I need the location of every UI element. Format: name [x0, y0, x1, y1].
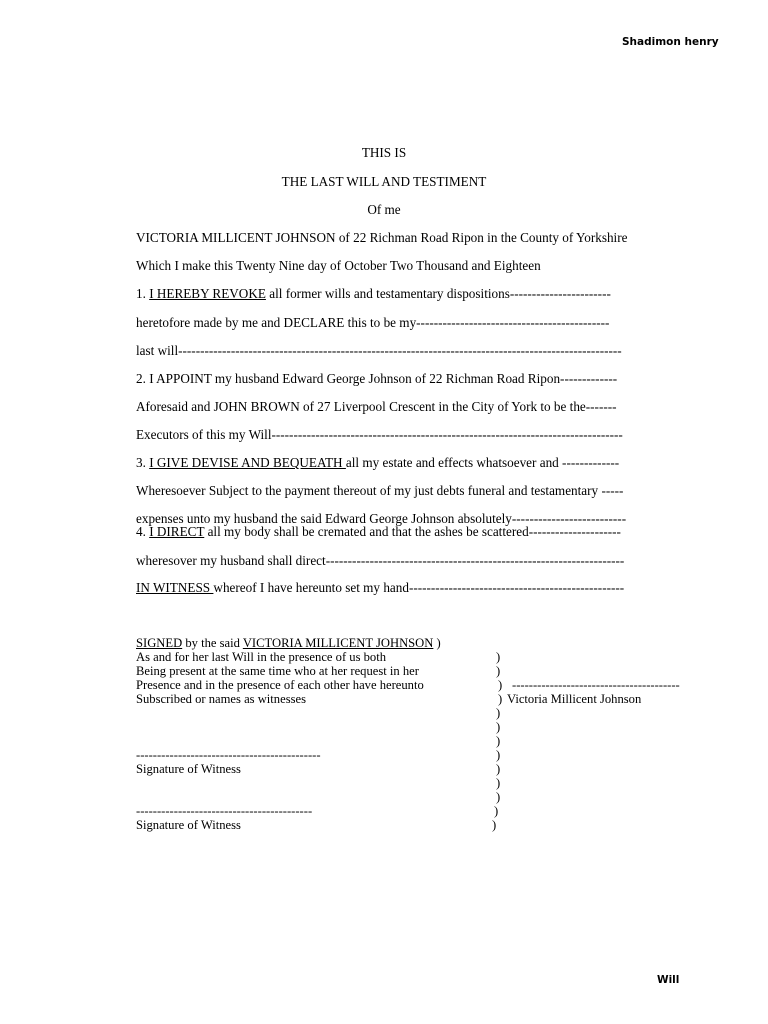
clause-2-line-2: Aforesaid and JOHN BROWN of 27 Liverpool Crescent in the City of York to be the------- [136, 399, 617, 414]
attestation-text: by the said [182, 636, 243, 650]
title-line-2: THE LAST WILL AND TESTIMENT [281, 174, 487, 189]
clause-1-line-3: last will----------------------------------------------------------------------------------------------------- [136, 343, 622, 358]
testator-signature-line: ---------------------------------------- [512, 678, 680, 692]
clause-2-line-1: 2. I APPOINT my husband Edward George Johnson of 22 Richman Road Ripon------------- [136, 371, 618, 386]
bracket: ) [498, 692, 503, 706]
footer-label: Will [657, 974, 680, 986]
attestation-line-2: As and for her last Will in the presence of us both [136, 650, 387, 664]
title-line-1: THIS IS [361, 145, 407, 160]
bracket: ) [492, 818, 497, 832]
header-author: Shadimon henry [622, 36, 719, 48]
clause-text: all my estate and effects whatsoever and ------------- [345, 455, 620, 470]
bracket: ) [433, 636, 441, 650]
witness-2-label: Signature of Witness [136, 818, 241, 832]
clause-2-line-3: Executors of this my Will-------------------------------------------------------------------------------- [136, 427, 623, 442]
attestation-line-3: Being present at the same time who at her request in her [136, 664, 419, 678]
bracket: ) [496, 650, 501, 664]
title-line-3: Of me [367, 202, 401, 217]
clause-number: 4. [136, 524, 150, 539]
signed-label: SIGNED [136, 636, 183, 650]
clause-text: all former wills and testamentary dispositions----------------------- [265, 286, 611, 301]
date-paragraph: Which I make this Twenty Nine day of October Two Thousand and Eighteen [136, 258, 541, 273]
bracket: ) [498, 678, 503, 692]
witness-1-signature-line: -------------------------------------------- [136, 748, 321, 762]
bracket: ) [496, 748, 501, 762]
clause-4-line-2: wheresover my husband shall direct-------------------------------------------------------------------- [136, 553, 625, 568]
clause-1-line-2: heretofore made by me and DECLARE this to be my-------------------------------------------- [136, 315, 610, 330]
testator-name-underlined: VICTORIA MILLICENT JOHNSON [242, 636, 434, 650]
clause-text: all my body shall be cremated and that the ashes be scattered--------------------- [204, 524, 621, 539]
clause-1-line-1 [136, 286, 611, 301]
attestation-line-1 [136, 636, 441, 650]
witness-text: whereof I have hereunto set my hand------------------------------------------------- [213, 580, 625, 595]
clause-number: 1. [136, 286, 150, 301]
witness-clause [136, 580, 624, 595]
clause-heading: I DIRECT [149, 524, 205, 539]
clause-4-line-1 [136, 524, 621, 539]
attestation-line-5: Subscribed or names as witnesses [136, 692, 306, 706]
bracket: ) [496, 776, 501, 790]
bracket: ) [496, 790, 501, 804]
bracket: ) [496, 720, 501, 734]
attestation-line-4: Presence and in the presence of each other have hereunto [136, 678, 424, 692]
testator-paragraph: VICTORIA MILLICENT JOHNSON of 22 Richman Road Ripon in the County of Yorkshire [136, 230, 628, 245]
clause-3-line-1 [136, 455, 619, 470]
clause-heading: I HEREBY REVOKE [149, 286, 266, 301]
testator-signature-name: Victoria Millicent Johnson [507, 692, 642, 706]
witness-1-label: Signature of Witness [136, 762, 241, 776]
witness-heading: IN WITNESS [136, 580, 214, 595]
clause-heading: I GIVE DEVISE AND BEQUEATH [149, 455, 346, 470]
bracket: ) [496, 734, 501, 748]
bracket: ) [496, 664, 501, 678]
witness-2-signature-line: ------------------------------------------ [136, 804, 313, 818]
bracket: ) [496, 706, 501, 720]
clause-number: 3. [136, 455, 150, 470]
clause-3-line-3: expenses unto my husband the said Edward George Johnson absolutely-------------------------- [136, 511, 627, 526]
clause-3-line-2: Wheresoever Subject to the payment thereout of my just debts funeral and testamentary ----- [136, 483, 624, 498]
bracket: ) [496, 762, 501, 776]
bracket: ) [494, 804, 499, 818]
